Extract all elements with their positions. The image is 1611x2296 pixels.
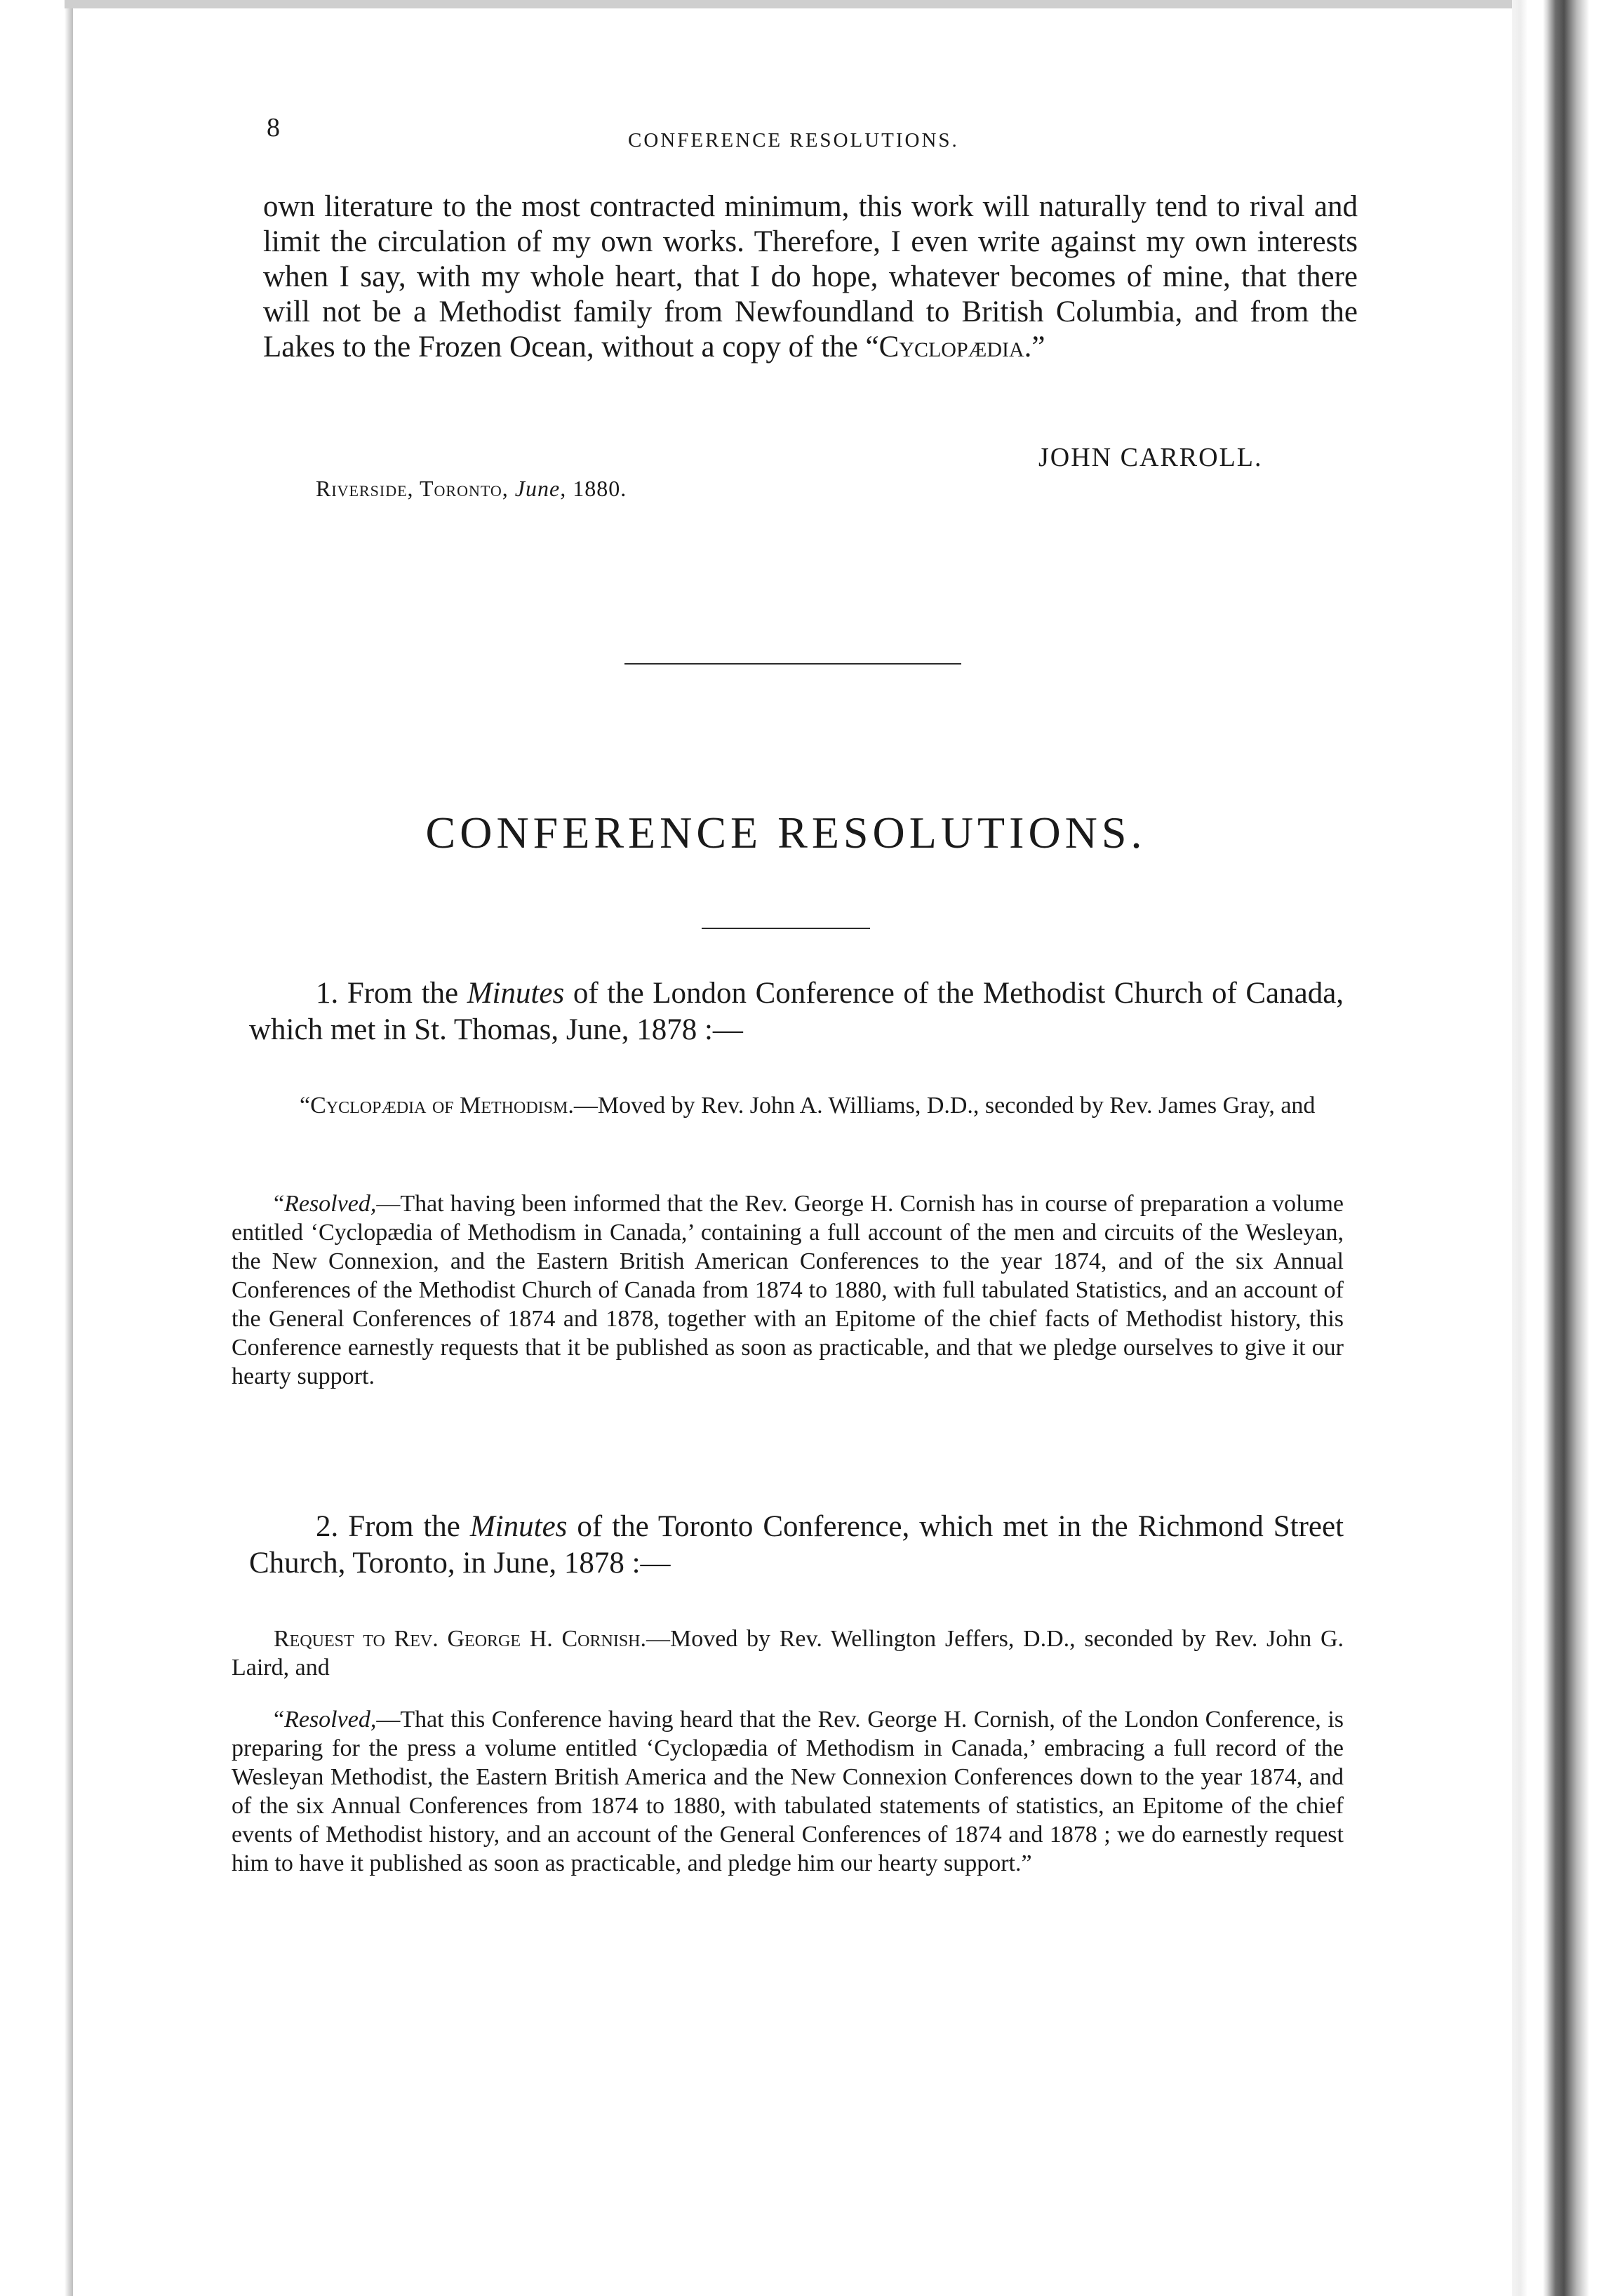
dateline-month: June, bbox=[514, 476, 567, 501]
page-gutter bbox=[1512, 0, 1611, 2296]
dateline-year: 1880. bbox=[573, 476, 627, 501]
entry-1-resolved-text: —That having been informed that the Rev. George H. Cornish has in course of preparation a volume entitled ‘Cyclopædia of Methodism in Canada,’ containing a full account of the men and circuits of the Wesleyan, the New Connexion, and the Eastern British American Conferences to the year 1874, and of the six Annual Conferences of the Methodist Church of Canada from 1874 to 1880, with full tabulated Statistics, and an account of the General Conferences of 1874 and 1878, together with an Epitome of the chief facts of Methodist history, this Conference earnestly requests that it be published as soon as practicable, and that we pledge ourselves to give it our hearty support. bbox=[232, 1191, 1344, 1389]
entry-2-intro bbox=[249, 1509, 1344, 1582]
preface-text-after: .” bbox=[1024, 331, 1045, 363]
entry-1-motion bbox=[249, 1091, 1344, 1120]
preface-book-name: Cyclopædia bbox=[878, 331, 1024, 363]
entry-2-motion-text: —Moved by Rev. Wellington Jeffers, D.D., seconded by Rev. John G. Laird, and bbox=[232, 1626, 1344, 1681]
running-head: CONFERENCE RESOLUTIONS. bbox=[628, 129, 959, 152]
entry-2-resolution bbox=[232, 1705, 1344, 1878]
entry-1-intro-suffix: of the London Conference of the Methodist Church of Canada, which met in St. Thomas, June, 1878 :— bbox=[249, 977, 1344, 1046]
scan-border-left bbox=[65, 0, 73, 2296]
entry-1-intro-prefix: 1. From the bbox=[316, 977, 459, 1010]
preface-paragraph bbox=[263, 189, 1358, 365]
section-divider bbox=[624, 663, 961, 665]
entry-2-intro-suffix: of the Toronto Conference, which met in the Richmond Street Church, Toronto, in June, 1878 :— bbox=[249, 1510, 1344, 1580]
signature: JOHN CARROLL. bbox=[1038, 443, 1263, 472]
document-page bbox=[210, 105, 1361, 2210]
entry-2-motion-title: Request to Rev. George H. Cornish. bbox=[274, 1626, 647, 1652]
page-number: 8 bbox=[267, 113, 280, 142]
entry-2-resolved-open-quote: “ bbox=[274, 1707, 285, 1733]
entry-1-motion-open-quote: “ bbox=[300, 1093, 311, 1119]
entry-2-motion bbox=[232, 1624, 1344, 1682]
entry-2-minutes: Minutes bbox=[469, 1510, 568, 1543]
entry-1-intro bbox=[249, 975, 1344, 1048]
entry-2-resolved-label: Resolved, bbox=[284, 1707, 377, 1733]
preface-text-before: own literature to the most contracted minimum, this work will naturally tend to rival and limit the circulation of my own works. Therefore, I even write against my own interests when I say, with my whole heart, that I do hope, whatever becomes of mine, that there will not be a Methodist family from Newfoundland to British Columbia, and from the Lakes to the Frozen Ocean, without a copy of the “ bbox=[263, 190, 1358, 363]
entry-1-minutes: Minutes bbox=[467, 977, 565, 1010]
entry-1-resolution bbox=[232, 1189, 1344, 1391]
scan-border-top bbox=[65, 0, 1517, 8]
dateline-place: Riverside, Toronto, bbox=[316, 476, 509, 501]
entry-1-resolved-open-quote: “ bbox=[274, 1191, 285, 1217]
entry-1-motion-text: —Moved by Rev. John A. Williams, D.D., seconded by Rev. James Gray, and bbox=[573, 1093, 1316, 1119]
section-heading: CONFERENCE RESOLUTIONS. bbox=[425, 808, 1147, 857]
heading-underline bbox=[702, 928, 870, 929]
dateline bbox=[316, 476, 627, 502]
entry-1-resolved-label: Resolved, bbox=[284, 1191, 377, 1217]
entry-2-intro-prefix: 2. From the bbox=[316, 1510, 460, 1543]
entry-2-resolved-text: —That this Conference having heard that the Rev. George H. Cornish, of the London Conference, is preparing for the press a volume entitled ‘Cyclopædia of Methodism in Canada,’ embracing a full record of the Wesleyan Methodist, the Eastern British America and the New Connexion Conferences down to the year 1874, and of the six Annual Conferences from 1874 to 1880, with tabulated statements of statistics, an Epitome of the chief events of Methodist history, and an account of the General Conferences of 1874 and 1878 ; we do earnestly request him to have it published as soon as practicable, and pledge him our hearty support.” bbox=[232, 1707, 1344, 1876]
entry-1-motion-title: Cyclopædia of Methodism. bbox=[310, 1093, 574, 1119]
